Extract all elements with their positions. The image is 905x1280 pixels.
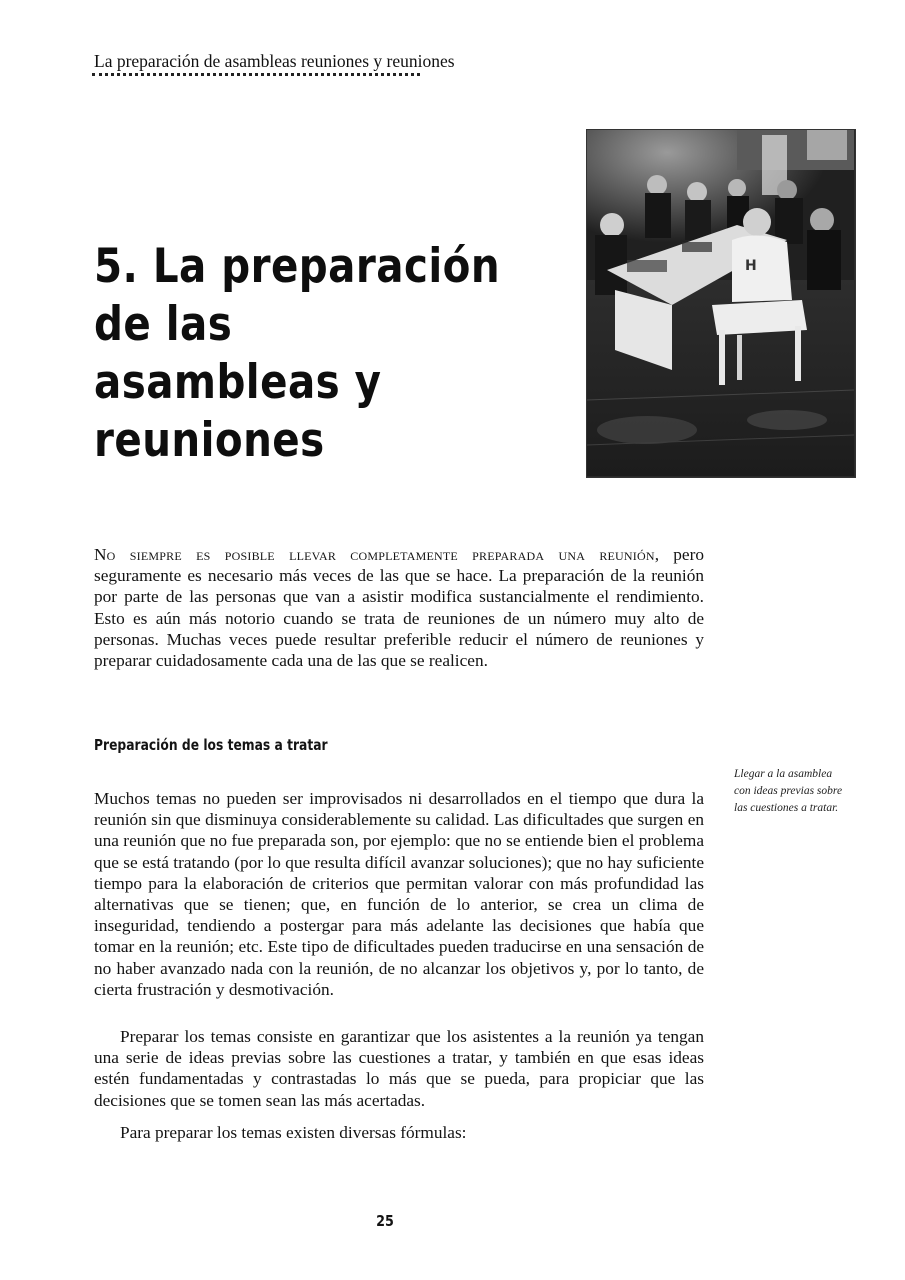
body-paragraph-1: Muchos temas no pueden ser improvisados ni desarrollados en el tiempo que dura la reunión sin que disminuya considerablemente su calidad. Las dificultades que surgen en una reunión que no fue preparada son, por ejemplo: que no se entiende bien el problema que se está tratando (por lo que resulta difícil avanzar soluciones); que no hay suficiente tiempo para la elaboración de criterios que permitan valorar con más profundidad las alternativas que se tienen; que, en función de lo anterior, se crea un clima de inseguridad, tendiendo a postergar para más adelante las decisiones que había que tomar en la reunión; etc. Este tipo de dificultades pueden traducirse en una sensación de no haber avanzado nada con la reunión, de no alcanzar los objetivos y, por lo tanto, de cierta frustración y desmotivación. [94,789,704,999]
meeting-photo [586,129,856,478]
chapter-title [94,238,507,470]
chapter-title-line-1: 5. La preparación de las [94,239,501,352]
dotted-rule [92,73,420,76]
intro-lead: No siempre es posible llevar completamente preparada una reunión, [94,545,660,564]
body-paragraph-3: Para preparar los temas existen diversas fórmulas: [120,1123,467,1142]
intro-text: pero seguramente es necesario más veces de las que se hace. La preparación de la reunión por parte de las personas que van a asistir modifica sustancialmente el rendimiento. Esto es aún más notorio cuando se trata de reuniones de un número muy alto de personas. Muchas veces puede resultar preferible reducir el número de reuniones y preparar cuidadosamente cada una de las que se realicen. [94,545,704,671]
margin-note: Llegar a la asamblea con ideas previas sobre las cuestiones a tratar. [734,768,843,814]
intro-paragraph [94,544,704,671]
page-number: 25 [376,1212,394,1230]
chapter-title-line-2: asambleas y reuniones [94,355,382,468]
body-paragraph-2: Preparar los temas consiste en garantizar que los asistentes a la reunión ya tengan una serie de ideas previas sobre las cuestiones a tratar, y también en que esas ideas estén fundamentadas y contrastadas lo más que se pueda, para propiciar que las decisiones que se tomen sean las más acertadas. [94,1027,704,1110]
running-head: La preparación de asambleas reuniones y reuniones [94,51,455,71]
section-heading: Preparación de los temas a tratar [94,736,328,754]
svg-text:H: H [745,258,757,274]
